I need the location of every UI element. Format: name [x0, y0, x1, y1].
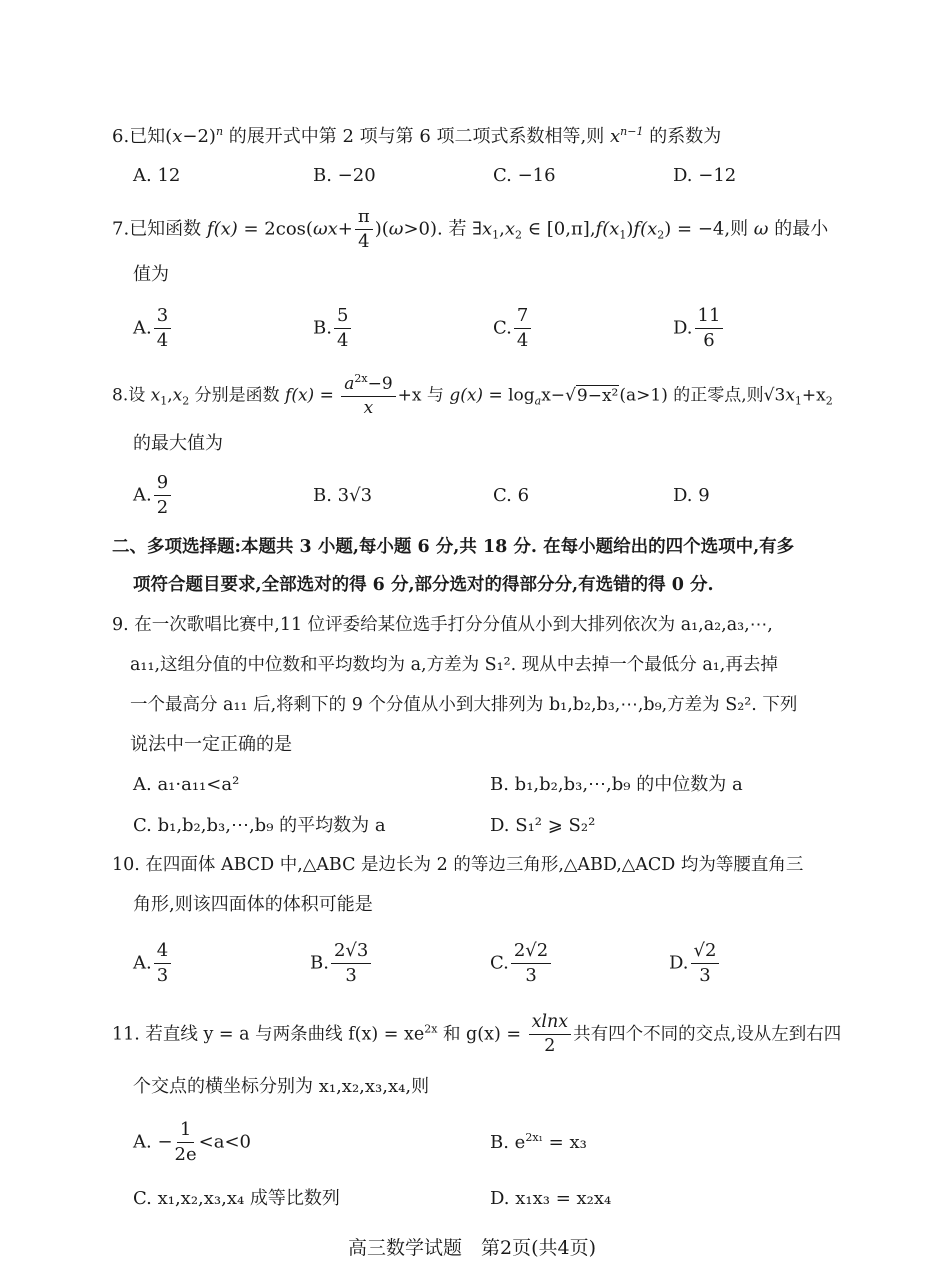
q11-option-b: B. $e^{2x_1} = x_3$: [490, 1131, 587, 1153]
page-footer: 高三数学试题 第2页(共4页): [347, 1237, 596, 1259]
question-9-line3: 一个最高分 a₁₁ 后,将剩下的 9 个分值从小到大排列为 b₁,b₂,b₃,⋯,b₉,方差为 S₂². 下列: [130, 695, 798, 715]
section-2-heading: 二、多项选择题:本题共 3 小题,每小题 6 分,共 18 分. 在每小题给出的四个选项中,有多: [112, 537, 795, 557]
q6-option-a: A. 12: [133, 165, 181, 186]
question-7-stem: 7.已知函数 f(x) = 2cos(ωx+ $\frac{\pi}{4}$ )(ω>0). 若 $\exists x_1,x_2$ ∈ $[0,\pi],f(x_1)f(x_2) = -4$,则 ω 的最小: [112, 206, 829, 252]
q10-option-a: A. $\frac{4}{3}$: [133, 941, 173, 986]
q7-option-b: B. $\frac{5}{4}$: [313, 306, 353, 351]
xlnx-over-2-fraction: $\frac{xlnx}{2}$: [529, 1013, 572, 1057]
question-6-stem: 6.已知$(x-2)^n$ 的展开式中第 2 项与第 6 项二项式系数相等,则 $x^{n-1}$ 的系数为: [112, 125, 722, 147]
question-8-stem: 8.设 $x_1,x_2$ 分别是函数 f(x) = $\frac{a^{2x}-9}{x}$ +x 与 $g(x) = \log_ax-√9-x^2(a>1)$ 的正零点,则$√3x_1+x_2$: [112, 372, 833, 418]
q9-option-b: B. b₁,b₂,b₃,⋯,b₉ 的中位数为 a: [490, 774, 743, 795]
q8-option-d: D. 9: [673, 485, 710, 506]
q6-option-b: B. −20: [313, 165, 376, 186]
q10-option-d: D. $\frac{√2}{3}$: [669, 941, 721, 986]
q8-option-a: A. $\frac{9}{2}$: [133, 473, 173, 518]
q8-option-b: B. 3√3: [313, 485, 373, 506]
section-2-instruction: 项符合题目要求,全部选对的得 6 分,部分选对的得部分分,有选错的得 0 分.: [133, 575, 714, 595]
q10-option-b: B. $\frac{2√3}{3}$: [310, 941, 373, 986]
q11-option-d: D. x₁x₃ = x₂x₄: [490, 1188, 612, 1209]
q7-option-a: A. $\frac{3}{4}$: [133, 306, 173, 351]
q6-option-c: C. −16: [493, 165, 556, 186]
pi-over-4-fraction: $\frac{\pi}{4}$: [355, 207, 373, 252]
q9-option-c: C. b₁,b₂,b₃,⋯,b₉ 的平均数为 a: [133, 815, 386, 836]
q7-option-d: D. $\frac{11}{6}$: [673, 306, 725, 351]
q9-option-d: D. S₁² ⩾ S₂²: [490, 815, 596, 836]
q10-option-c: C. $\frac{2√2}{3}$: [490, 941, 553, 986]
q8-fraction: $\frac{a^{2x}-9}{x}$: [341, 375, 395, 417]
question-11-line2: 个交点的横坐标分别为 x₁,x₂,x₃,x₄,则: [133, 1076, 430, 1097]
q11-option-c: C. x₁,x₂,x₃,x₄ 成等比数列: [133, 1188, 340, 1209]
q8-option-c: C. 6: [493, 485, 530, 506]
q6-option-d: D. −12: [673, 165, 737, 186]
question-10-line1: 10. 在四面体 ABCD 中,△ABC 是边长为 2 的等边三角形,△ABD,△ACD 均为等腰直角三: [112, 855, 804, 875]
q9-option-a: A. a₁·a₁₁<a²: [133, 774, 240, 795]
q11-option-a: A. − $\frac{1}{2e}$ <a<0: [133, 1119, 251, 1165]
question-11-stem: 11. 若直线 y = a 与两条曲线 $f(x) = xe^{2x}$ 和 g(x) = $\frac{xlnx}{2}$ 共有四个不同的交点,设从左到右四: [112, 1012, 842, 1057]
question-9-line2: a₁₁,这组分值的中位数和平均数均为 a,方差为 S₁². 现从中去掉一个最低分 a₁,再去掉: [130, 655, 778, 675]
q7-option-c: C. $\frac{7}{4}$: [493, 306, 533, 351]
question-9-line1: 9. 在一次歌唱比赛中,11 位评委给某位选手打分分值从小到大排列依次为 a₁,a₂,a₃,⋯,: [112, 615, 773, 635]
question-7-line2: 值为: [133, 264, 169, 285]
question-9-line4: 说法中一定正确的是: [130, 734, 292, 755]
question-10-line2: 角形,则该四面体的体积可能是: [133, 894, 373, 915]
question-8-line2: 的最大值为: [133, 433, 223, 454]
